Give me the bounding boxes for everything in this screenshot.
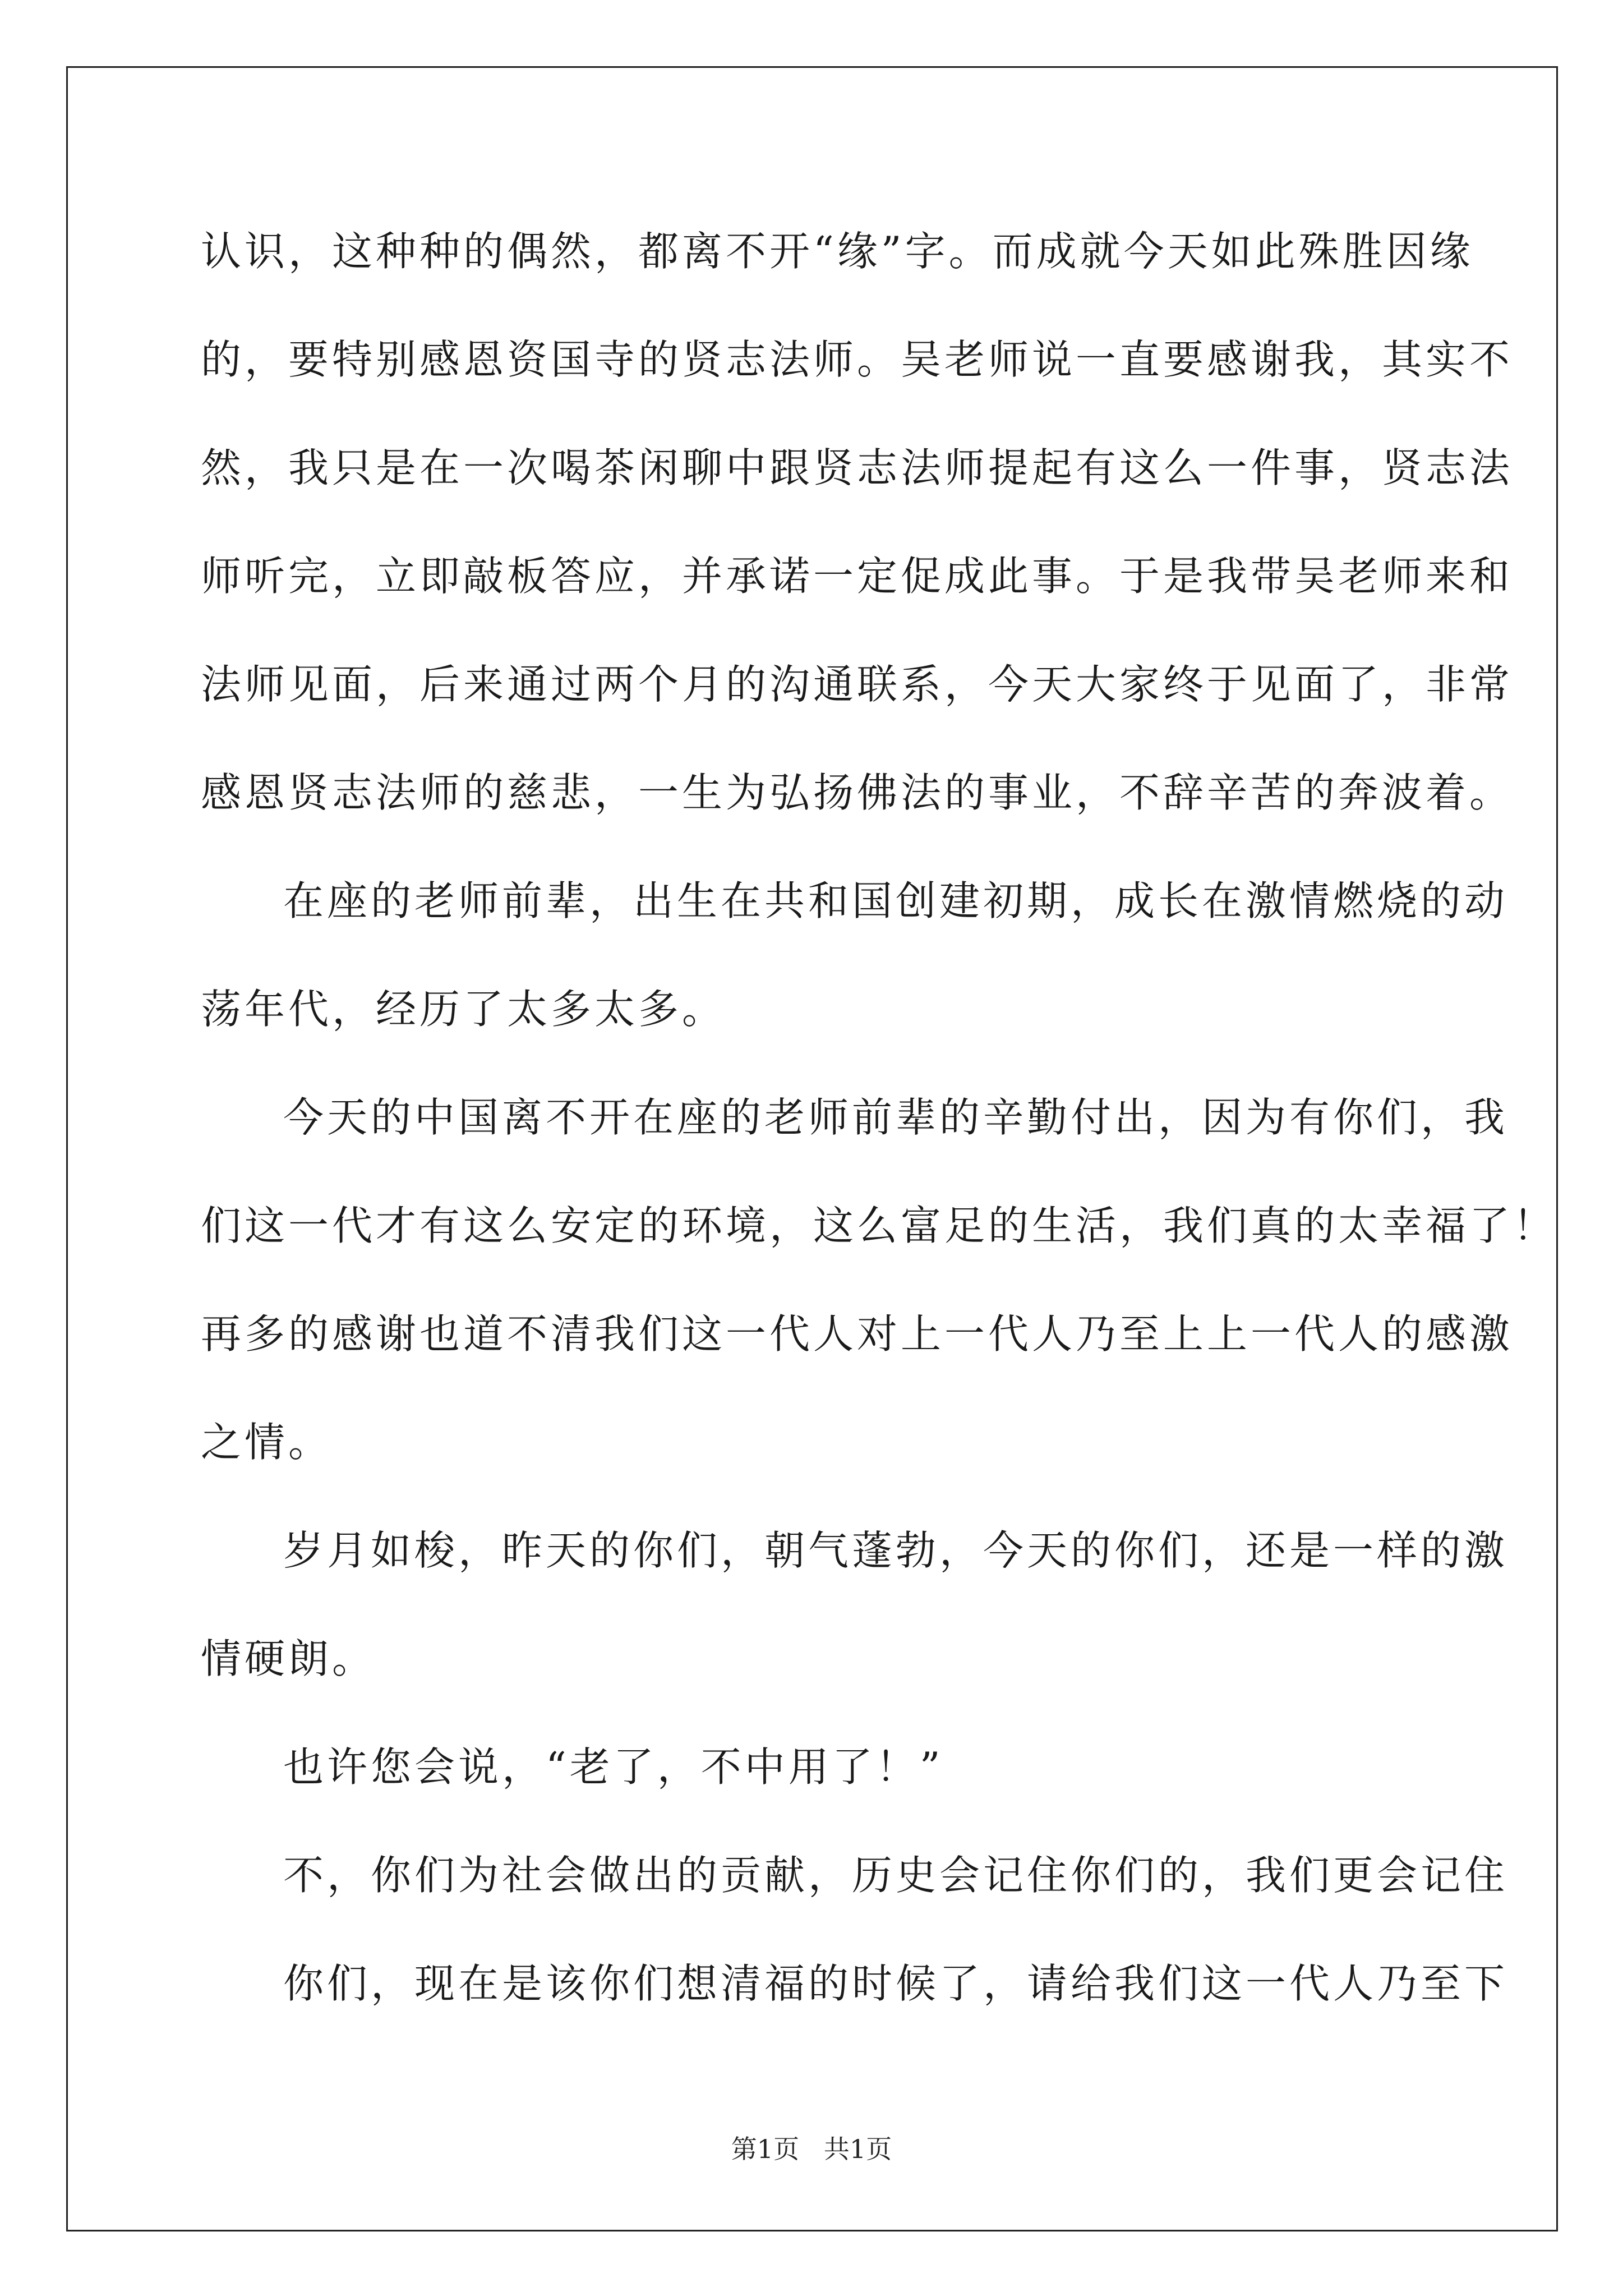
text-line-9: 今天的中国离不开在座的老师前辈的辛勤付出，因为有你们，我 [283,1094,1509,1141]
text-line-8: 荡年代，经历了太多太多。 [201,986,726,1033]
text-line-16: 不，你们为社会做出的贡献，历史会记住你们的，我们更会记住 [283,1852,1509,1899]
page-footer: 第1页 共1页 [731,2134,892,2164]
text-line-12: 之情。 [201,1419,333,1466]
text-line-3: 然，我只是在一次喝茶闲聊中跟贤志法师提起有这么一件事，贤志法 [201,444,1514,491]
text-line-13: 岁月如梭，昨天的你们，朝气蓬勃，今天的你们，还是一样的激 [283,1527,1509,1574]
text-line-1: 认识，这种种的偶然，都离不开“缘”字。而成就今天如此殊胜因缘 [201,228,1474,275]
text-line-14: 情硬朗。 [201,1635,376,1682]
text-line-15: 也许您会说，“老了，不中用了！” [283,1743,944,1791]
text-line-5: 法师见面，后来通过两个月的沟通联系，今天大家终于见面了，非常 [201,661,1514,708]
text-line-4: 师听完，立即敲板答应，并承诺一定促成此事。于是我带吴老师来和 [201,553,1514,600]
text-line-10: 们这一代才有这么安定的环境，这么富足的生活，我们真的太幸福了！ [201,1202,1557,1249]
text-line-6: 感恩贤志法师的慈悲，一生为弘扬佛法的事业，不辞辛苦的奔波着。 [201,769,1514,816]
text-line-7: 在座的老师前辈，出生在共和国创建初期，成长在激情燃烧的动 [283,877,1509,924]
text-line-2: 的，要特别感恩资国寺的贤志法师。吴老师说一直要感谢我，其实不 [201,336,1514,383]
document-body [201,218,1557,2058]
text-line-11: 再多的感谢也道不清我们这一代人对上一代人乃至上上一代人的感激 [201,1310,1514,1358]
text-line-17: 你们，现在是该你们想清福的时候了，请给我们这一代人乃至下 [283,1960,1509,2007]
